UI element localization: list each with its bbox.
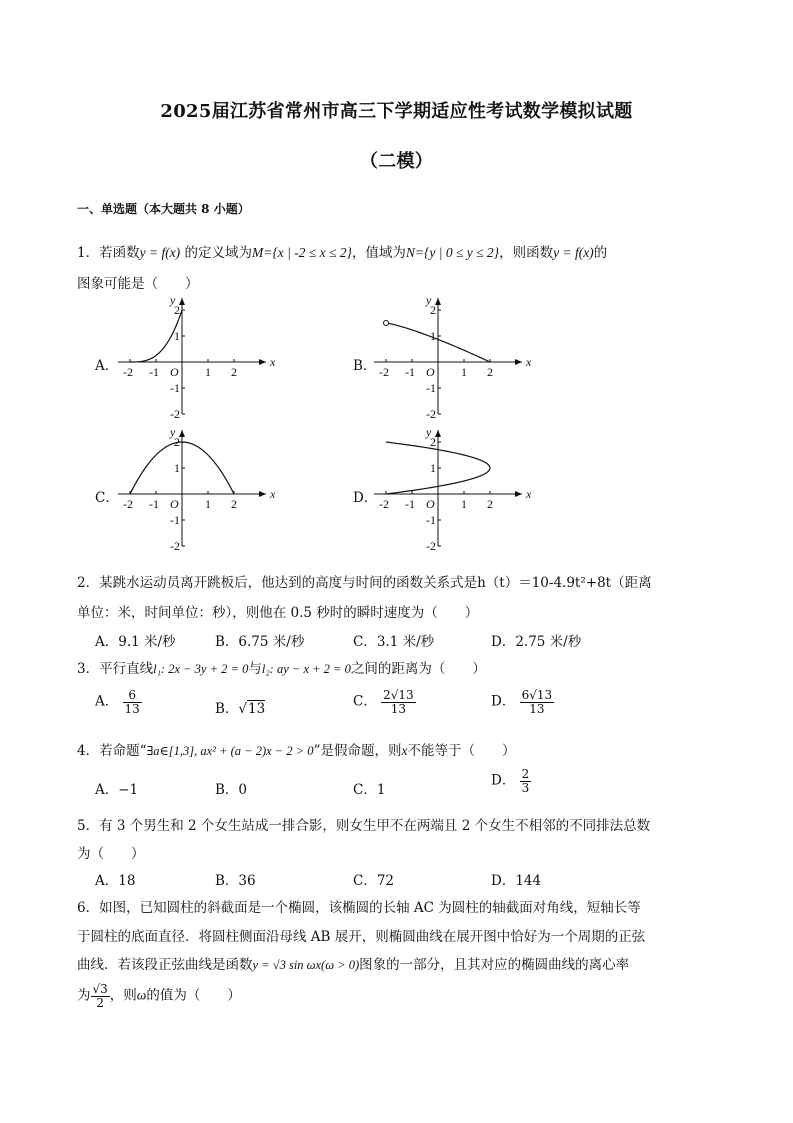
y-axis-label: y [426,425,432,439]
q3-option-a [95,689,142,715]
y-tick-label: 1 [174,329,180,343]
q5-option-b: B．36 [215,873,256,889]
q4-option-b-value: 0 [238,782,248,798]
page-title: 2025届江苏省常州市高三下学期适应性考试数学模拟试题 [160,101,633,122]
x-axis-arrow-icon [259,359,266,365]
x-tick-label: -1 [405,365,415,379]
q6-text-a: 曲线．若该段正弦曲线是函数 [77,957,253,973]
y-tick-label: 2 [430,435,436,449]
y-tick-label: 2 [174,435,180,449]
x-tick-label: 1 [205,497,211,511]
y-tick-label: -2 [170,407,180,421]
q4-option-c-value: 1 [376,782,386,798]
origin-label: O [426,497,435,511]
q3-option-c-label: C． [353,693,377,710]
q4-option-a-label: A． [95,782,119,798]
x-axis-label: x [270,355,276,369]
q3-text-mid: 与 [248,661,262,677]
q3-option-b-value: √13 [238,701,266,717]
x-axis-arrow-icon [259,491,266,497]
q1-func-2: y = f(x) [553,245,594,260]
x-tick-label: 2 [231,365,237,379]
section-heading: 一、单选题（本大题共 8 小题） [77,202,250,216]
q4-variable: x [401,743,408,758]
q3-option-c-fraction: $\frac{2√13}{13}$ [383,688,414,716]
q3-option-d-label: D． [491,693,516,710]
x-tick-label: -2 [379,497,389,511]
q3-text-b: 之间的距离为（ ） [350,661,486,677]
y-tick-label: -1 [426,381,436,395]
x-axis-label: x [526,487,532,501]
question-3 [77,657,486,677]
y-axis-label: y [170,293,176,307]
q1-range: N={y | 0 ≤ y ≤ 2} [405,245,500,260]
q2-text-a: 2．某跳水运动员离开跳板后，他达到的高度与时间的函数关系式是 [77,575,478,591]
x-tick-label: 1 [461,365,467,379]
q6-text-c: 为 [77,987,91,1004]
q3-text-a: 3．平行直线 [77,661,154,677]
q4-option-b [215,778,247,798]
q4-text-b: ”是假命题，则 [313,743,402,759]
q3-option-c [353,689,416,715]
q1-option-d-label: D． [353,490,378,506]
q4-text-a: 4．若命题“ [77,743,147,759]
q2-text-b: （距离 [611,575,652,591]
q3-option-b [215,697,265,717]
q1-text-c: ，值域为 [351,245,406,261]
graph-option-b [374,293,532,421]
y-tick-label: 1 [430,329,436,343]
question-4 [77,739,515,759]
q4-option-d [491,768,531,794]
x-tick-label: -2 [379,365,389,379]
origin-label: O [170,365,179,379]
x-tick-label: -1 [405,497,415,511]
q1-text-e: 的 [593,245,608,261]
q5-option-c: C．72 [353,873,395,889]
q6-function: y = √3 sin ωx(ω > 0) [252,958,360,972]
question-6-line-1: 6．如图，已知圆柱的斜截面是一个椭圆，该椭圆的长轴 AC 为圆柱的轴截面对角线，短轴长等 [77,900,641,916]
q1-option-c-label: C． [95,490,119,506]
y-tick-label: 2 [430,303,436,317]
y-axis-label: y [170,425,176,439]
q1-func-1: y = f(x) [139,245,181,260]
x-tick-label: -2 [123,497,133,511]
q2-option-d: D．2.75 米/秒 [491,634,582,650]
question-6-line-2: 于圆柱的底面直径．将圆柱侧面沿母线 AB 展开，则椭圆曲线在展开图中恰好为一个周期的正弦 [77,929,646,945]
origin-label: O [170,497,179,511]
graph-option-d [374,425,532,553]
q1-option-a-label: A． [95,358,119,374]
x-tick-label: 2 [231,497,237,511]
y-tick-label: -1 [170,513,180,527]
q3-option-d-fraction: $\frac{6√13}{13}$ [521,688,553,716]
y-tick-label: -1 [170,381,180,395]
q3-option-b-label: B． [215,701,239,717]
origin-label: O [426,365,435,379]
question-1-line-1 [77,241,607,261]
q1-text-a: 1．若函数 [77,245,140,261]
q4-option-c [353,778,385,798]
y-tick-label: -2 [426,539,436,553]
x-axis-label: x [526,355,532,369]
q5-option-a: A．18 [95,873,136,889]
x-tick-label: -1 [149,497,159,511]
y-tick-label: -2 [170,539,180,553]
q1-text-b: 的定义域为 [180,245,252,261]
question-6-line-4 [77,983,241,1009]
y-tick-label: -2 [426,407,436,421]
q6-omega: ω [136,987,147,1003]
q4-option-c-label: C． [353,782,377,798]
q2-option-c: C．3.1 米/秒 [353,634,435,650]
page-subtitle: （二模） [359,151,434,172]
q3-option-d [491,689,554,715]
q1-text-d: ，则函数 [499,245,554,261]
open-endpoint [384,321,389,326]
y-tick-label: 1 [430,461,436,475]
q3-line-l1: l₁: 2x − 3y + 2 = 0 [153,662,249,676]
q3-option-a-label: A． [95,693,119,710]
y-axis-label: y [426,293,432,307]
q6-text-e: 的值为（ ） [146,987,241,1004]
question-6-line-3 [77,953,629,973]
question-5-line-1: 5．有 3 个男生和 2 个女生站成一排合影，则女生甲不在两端且 2 个女生不相邻的不同排法总数 [77,818,651,834]
x-axis-label: x [270,487,276,501]
q4-proposition: ∃a∈[1,3], ax² + (a − 2)x − 2 > 0 [146,744,314,758]
y-tick-label: 2 [174,303,180,317]
question-1-line-2: 图象可能是（ ） [77,276,199,292]
q1-domain: M={x | -2 ≤ x ≤ 2} [251,245,352,260]
q6-text-b: 图象的一部分，且其对应的椭圆曲线的离心率 [359,957,630,973]
question-2-line-1 [77,571,652,591]
q3-line-l2: l₂: ay − x + 2 = 0 [261,662,351,676]
q2-option-b: B．6.75 米/秒 [215,634,305,650]
x-axis-arrow-icon [515,491,522,497]
q2-formula: h（t）＝10-4.9t²+8t [477,575,612,591]
x-tick-label: 1 [205,365,211,379]
question-5-line-2: 为（ ） [77,846,145,862]
q4-option-d-label: D． [491,772,516,789]
q6-eccentricity: $\frac{√3}{2}$ [92,982,108,1010]
x-axis-arrow-icon [515,359,522,365]
graph-option-a [118,293,276,421]
graph-option-c [118,425,276,553]
x-tick-label: 2 [487,365,493,379]
x-tick-label: -2 [123,365,133,379]
q4-option-a [95,778,138,798]
x-tick-label: 2 [487,497,493,511]
q4-option-d-fraction: $\frac{2}{3}$ [521,767,530,795]
q4-option-a-value: −1 [118,782,139,798]
q4-option-b-label: B． [215,782,239,798]
q6-text-d: ，则 [109,987,137,1004]
y-tick-label: 1 [174,461,180,475]
q4-text-c: 不能等于（ ） [407,743,516,759]
x-tick-label: 1 [461,497,467,511]
q1-option-b-label: B． [353,358,377,374]
q2-option-a: A．9.1 米/秒 [95,634,176,650]
q3-option-a-fraction: $\frac{6}{13}$ [124,688,140,716]
x-tick-label: -1 [149,365,159,379]
q5-option-d: D．144 [491,873,542,889]
y-tick-label: -1 [426,513,436,527]
question-2-line-2: 单位：米，时间单位：秒），则他在 0.5 秒时的瞬时速度为（ ） [77,605,479,621]
